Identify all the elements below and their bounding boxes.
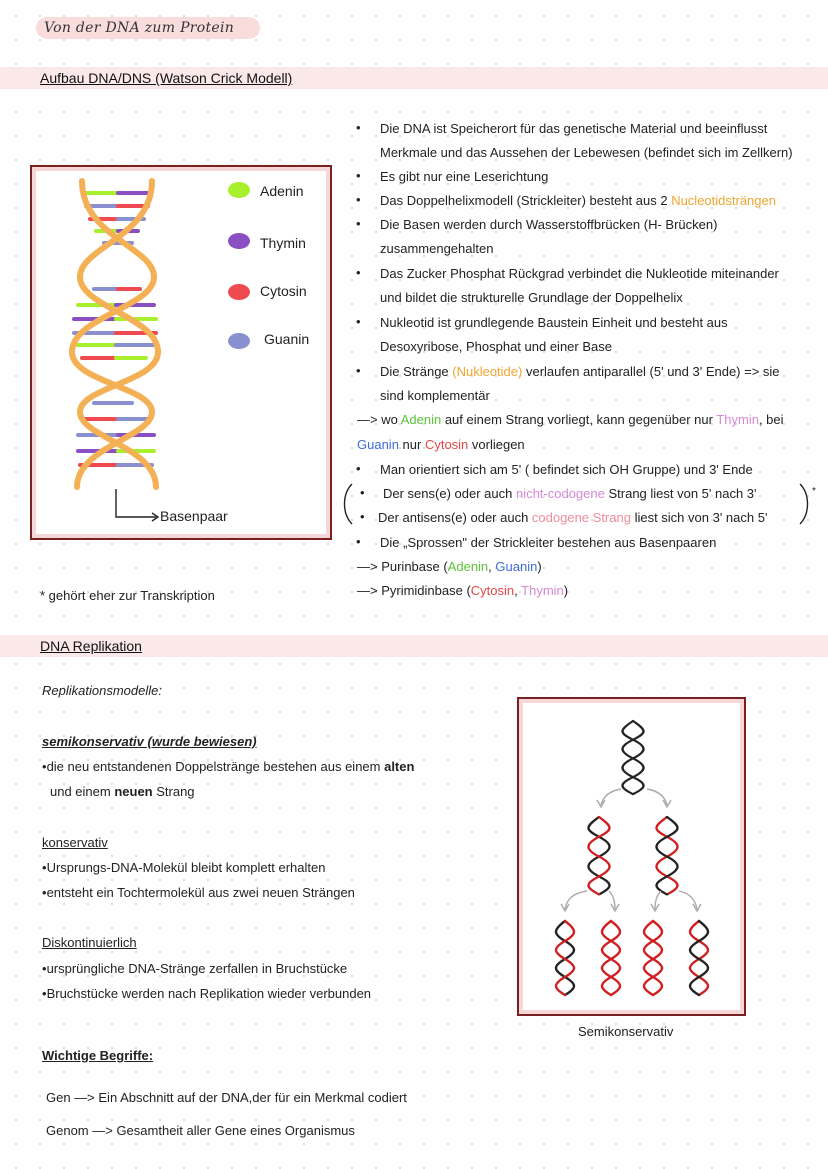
semi-line: und einem neuen Strang	[50, 784, 195, 799]
konservativ-heading: konservativ	[42, 835, 108, 850]
bullet-text: Das Doppelhelixmodell (Strickleiter) besteht aus 2 Nucleotidsträngen	[380, 193, 776, 208]
terms-heading: Wichtige Begriffe:	[42, 1048, 154, 1063]
legend-thymin: Thymin	[260, 235, 306, 251]
bullet-text: Man orientiert sich am 5' ( befindet sich OH Gruppe) und 3' Ende	[380, 462, 753, 477]
bullet-dot: •	[356, 265, 361, 280]
bullet-dot: •	[356, 461, 361, 476]
bullet-dot: •	[356, 192, 361, 207]
bullet-dot: •	[356, 168, 361, 183]
bullet-dot: •	[356, 216, 361, 231]
dna-double-helix	[32, 167, 330, 538]
cytosin-color-dot	[228, 284, 250, 300]
section-heading-dna-structure: Aufbau DNA/DNS (Watson Crick Modell)	[40, 70, 293, 86]
arrow-note: —> Purinbase (Adenin, Guanin)	[357, 559, 542, 574]
bullet-text: Das Zucker Phosphat Rückgrad verbindet die Nukleotide miteinander	[380, 266, 779, 281]
bullet-dot: •	[360, 509, 365, 524]
guanin-color-dot	[228, 333, 250, 349]
term-genom: Genom —> Gesamtheit aller Gene eines Organismus	[46, 1123, 355, 1138]
figure-caption: Semikonservativ	[578, 1024, 674, 1039]
footnote: * gehört eher zur Transkription	[40, 588, 215, 603]
bullet-text: Nukleotid ist grundlegende Baustein Einheit und besteht aus	[380, 315, 728, 330]
bullet-dot: •	[356, 314, 361, 329]
semikonservativ-heading: semikonservativ (wurde bewiesen)	[42, 734, 257, 749]
arrow-note: —> wo Adenin auf einem Strang vorliegt, kann gegenüber nur Thymin, bei	[357, 412, 784, 427]
legend-adenin: Adenin	[260, 183, 304, 199]
semi-line: •die neu entstandenen Doppelstränge bestehen aus einem alten	[42, 759, 415, 774]
bullet-text: und bildet die strukturelle Grundlage der Doppelhelix	[380, 290, 683, 305]
bullet-dot: •	[356, 363, 361, 378]
bullet-text: Der sens(e) oder auch nicht-codogene Strang liest von 5' nach 3'	[383, 486, 757, 501]
page-title: Von der DNA zum Protein	[36, 17, 260, 39]
arrow-note: Guanin nur Cytosin vorliegen	[357, 437, 525, 452]
bullet-text: Die DNA ist Speicherort für das genetische Material und beeinflusst	[380, 121, 768, 136]
thymin-color-dot	[228, 233, 250, 249]
bullet-text: Die Stränge (Nukleotide) verlaufen antiparallel (5' und 3' Ende) => sie	[380, 364, 780, 379]
dna-diagram-frame	[30, 165, 332, 540]
bullet-text: Die „Sprossen" der Strickleiter bestehen aus Basenpaaren	[380, 535, 717, 550]
arrow-note: —> Pyrimidinbase (Cytosin, Thymin)	[357, 583, 569, 598]
disk-line: •ursprüngliche DNA-Stränge zerfallen in Bruchstücke	[42, 961, 348, 976]
svg-text:*: *	[812, 486, 816, 497]
left-bracket	[338, 480, 358, 528]
bullet-text: Merkmale und das Aussehen der Lebewesen (befindet sich im Zellkern)	[380, 145, 793, 160]
diskontinuierlich-heading: Diskontinuierlich	[42, 935, 137, 950]
legend-guanin: Guanin	[264, 331, 310, 347]
right-bracket	[796, 480, 822, 528]
bullet-text: Desoxyribose, Phosphat und einer Base	[380, 339, 612, 354]
bullet-text: zusammengehalten	[380, 241, 494, 256]
disk-line: •Bruchstücke werden nach Replikation wieder verbunden	[42, 986, 372, 1001]
bullet-dot: •	[356, 120, 361, 135]
kons-line: •entsteht ein Tochtermolekül aus zwei neuen Strängen	[42, 885, 355, 900]
replication-figure-frame	[517, 697, 746, 1016]
legend-cytosin: Cytosin	[260, 283, 307, 299]
models-label: Replikationsmodelle:	[42, 683, 162, 698]
bullet-text: sind komplementär	[380, 388, 490, 403]
bullet-text: Es gibt nur eine Leserichtung	[380, 169, 549, 184]
basenpaar-label: Basenpaar	[160, 508, 228, 524]
adenin-color-dot	[228, 182, 250, 198]
semikonservativ-diagram	[519, 699, 744, 1014]
kons-line: •Ursprungs-DNA-Molekül bleibt komplett erhalten	[42, 860, 326, 875]
bullet-dot: •	[356, 534, 361, 549]
bullet-text: Die Basen werden durch Wasserstoffbrücken (H- Brücken)	[380, 217, 718, 232]
bullet-dot: •	[360, 485, 365, 500]
section-heading-replication: DNA Replikation	[40, 638, 142, 654]
term-gen: Gen —> Ein Abschnitt auf der DNA,der für ein Merkmal codiert	[46, 1090, 407, 1105]
bullet-text: Der antisens(e) oder auch codogene Strang liest sich von 3' nach 5'	[378, 510, 768, 525]
